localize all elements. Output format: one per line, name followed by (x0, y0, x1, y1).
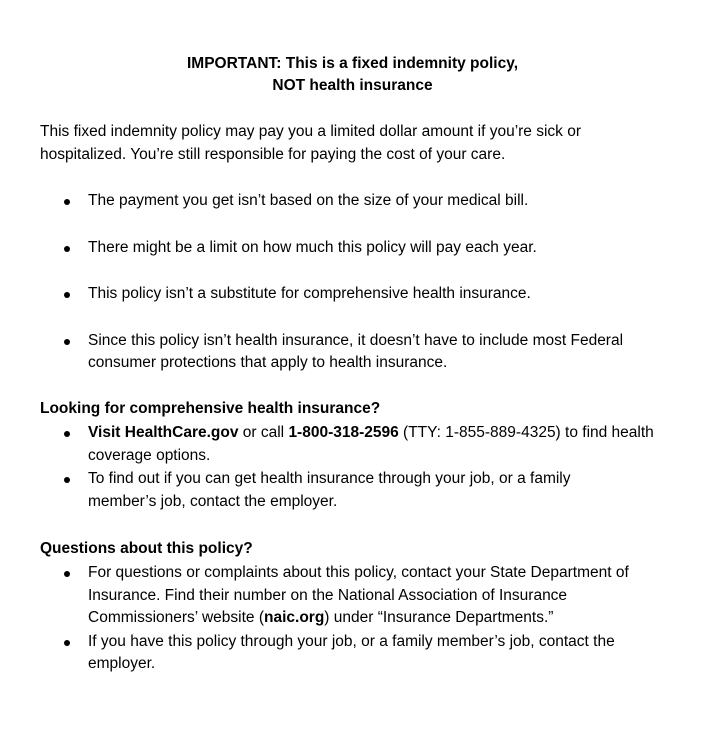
comprehensive-list (40, 422, 680, 514)
item-text: To find out if you can get health insurance through your job, or a family member’s job, contact the employer. (88, 470, 571, 510)
bullet-icon (64, 246, 70, 252)
key-point-text: Since this policy isn’t health insurance, it doesn’t have to include most Federal consumer protections that apply to health insurance. (88, 331, 624, 371)
healthcare-gov-link[interactable]: Visit HealthCare.gov (88, 424, 239, 441)
list-item (40, 330, 680, 375)
key-point-text: There might be a limit on how much this policy will pay each year. (88, 238, 537, 256)
questions-heading: Questions about this policy? (40, 540, 253, 557)
intro-paragraph: This fixed indemnity policy may pay you a limited dollar amount if you’re sick or hospitalized. You’re still responsible for paying the cost of your care. (40, 123, 582, 163)
bullet-icon (64, 339, 70, 345)
bullet-icon (64, 477, 70, 483)
list-item (40, 283, 680, 306)
item-text: or call (238, 424, 289, 441)
bullet-icon (64, 292, 70, 298)
list-item (40, 631, 680, 676)
comprehensive-heading: Looking for comprehensive health insurance? (40, 400, 381, 417)
key-point-text: This policy isn’t a substitute for comprehensive health insurance. (88, 285, 531, 302)
bullet-icon (64, 431, 70, 437)
notice-title-line-1: IMPORTANT: This is a fixed indemnity policy, (187, 55, 518, 72)
questions-list (40, 562, 680, 677)
list-item (40, 562, 680, 630)
phone-number: 1-800-318-2596 (288, 424, 399, 441)
item-text: ) under “Insurance Departments.” (324, 609, 554, 626)
bullet-icon (64, 199, 70, 205)
list-item (40, 422, 680, 467)
key-point-text: The payment you get isn’t based on the size of your medical bill. (88, 192, 529, 209)
bullet-icon (64, 640, 70, 646)
list-item (40, 190, 680, 213)
key-points-list (40, 190, 680, 399)
item-text: (TTY: 1-855-889-4325) to find health coverage options. (88, 424, 654, 464)
item-text: If you have this policy through your job, or a family member’s job, contact the employer. (88, 632, 615, 672)
list-item (40, 468, 680, 513)
naic-link[interactable]: naic.org (264, 609, 325, 626)
notice-title-line-2: NOT health insurance (272, 77, 433, 94)
list-item (40, 237, 680, 260)
bullet-icon (64, 571, 70, 577)
item-text: For questions or complaints about this policy, contact your State Department of Insurance. Find their number on the National Association of Insurance Commissioners’ website ( (88, 564, 629, 626)
